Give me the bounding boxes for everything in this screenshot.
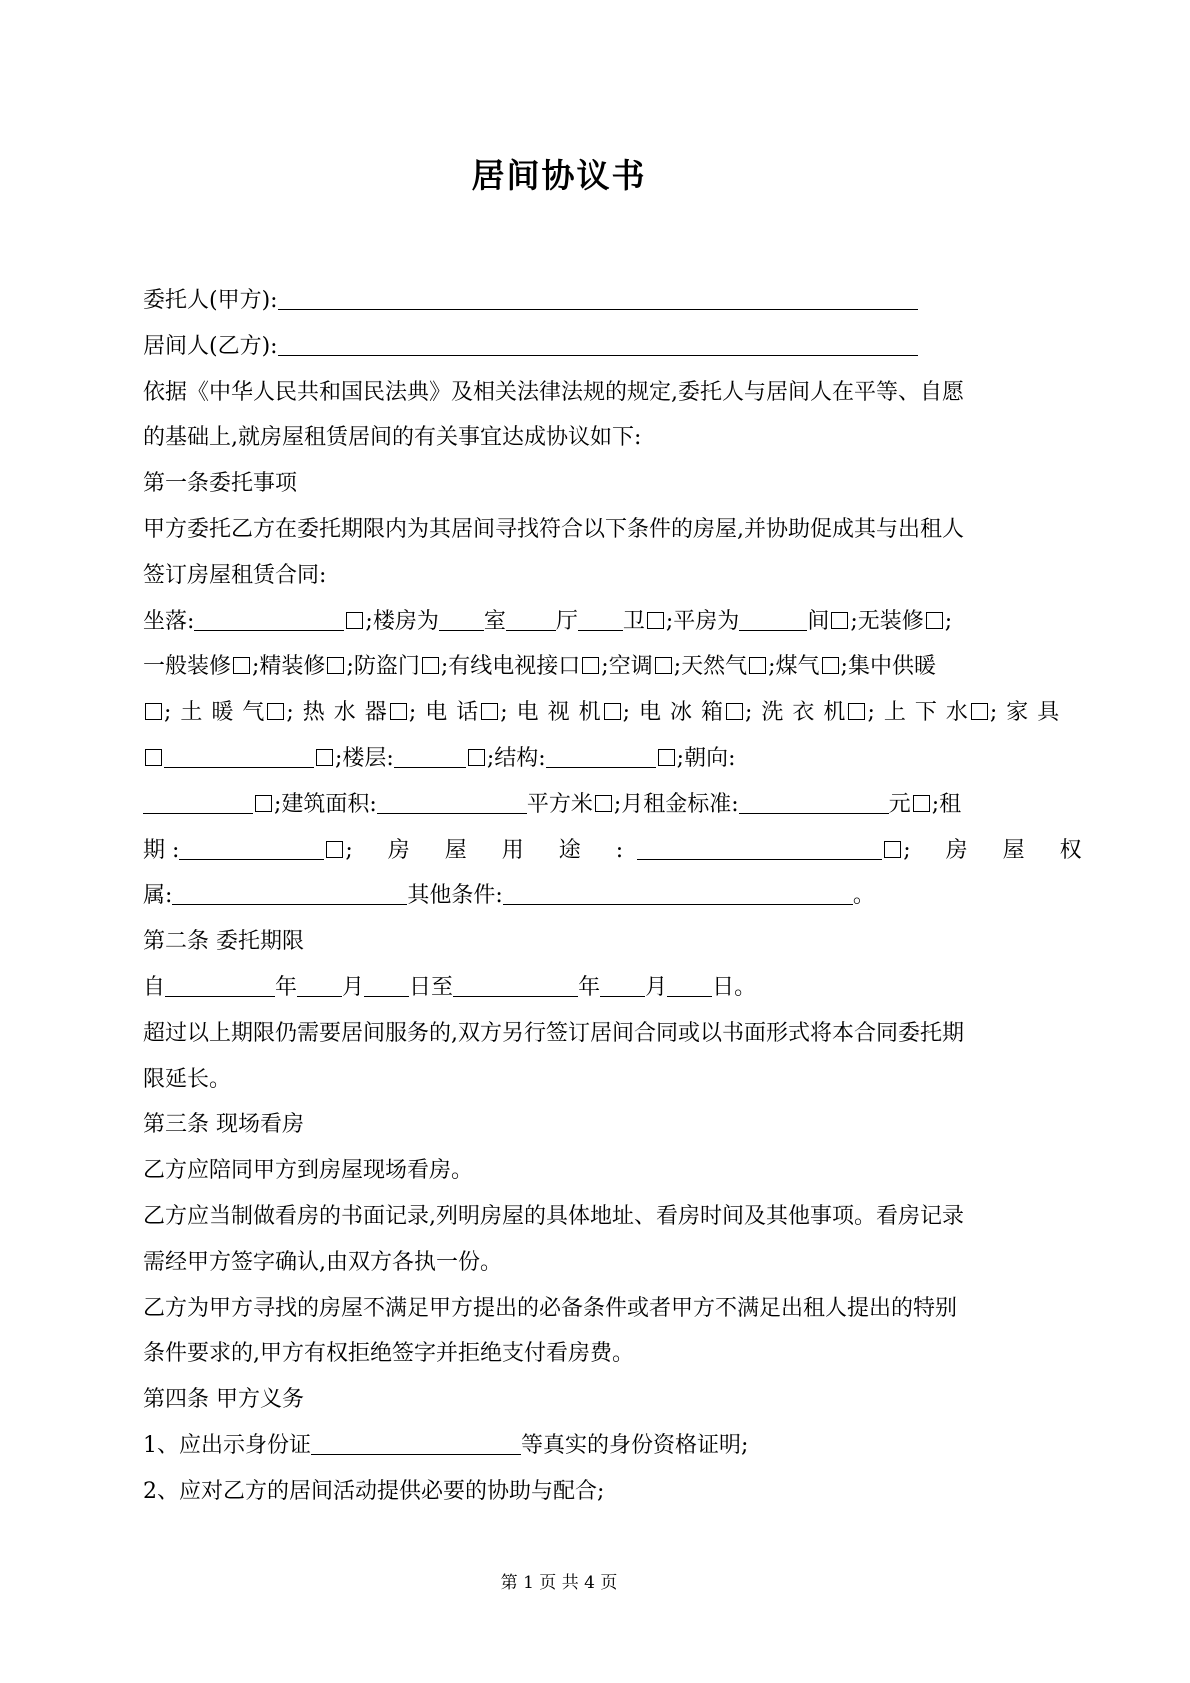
coal-gas-label: ;煤气 — [768, 654, 820, 680]
rent-label: ;月租金标准: — [613, 791, 739, 817]
floor-label: ;楼层: — [335, 745, 394, 771]
building-label: ;楼房为 — [365, 608, 439, 634]
checkbox[interactable] — [582, 657, 599, 674]
conditions-line-3 — [143, 690, 1061, 736]
ownership-label-start: ; 房 屋 权 — [903, 837, 1096, 863]
bath-blank[interactable] — [578, 606, 623, 631]
page-footer: 第 1 页 共 4 页 — [500, 1573, 618, 1593]
year-label: 年 — [275, 974, 298, 1000]
furniture-blank[interactable] — [164, 743, 314, 768]
checkbox[interactable] — [390, 703, 407, 720]
checkbox[interactable] — [926, 612, 943, 629]
article-3-para-2b: 需经甲方签字确认,由双方各执一份。 — [143, 1249, 502, 1275]
hall-blank[interactable] — [506, 606, 556, 631]
checkbox[interactable] — [655, 657, 672, 674]
rent-blank[interactable] — [739, 789, 889, 814]
article-2-dates — [143, 965, 1058, 1011]
natural-gas-label: ;天然气 — [673, 654, 748, 680]
conditions-line-1 — [143, 599, 1058, 645]
water-heater-label: ; 热 水 器 — [286, 700, 388, 726]
checkbox[interactable] — [822, 657, 839, 674]
article-1-para-1: 甲方委托乙方在委托期限内为其居间寻找符合以下条件的房屋,并协助促成其与出租人 — [143, 516, 964, 542]
hall-label: 厅 — [555, 608, 578, 634]
document-title: 居间协议书 — [471, 156, 647, 195]
party-b-line — [143, 324, 1058, 370]
phone-label: ; 电 话 — [408, 700, 480, 726]
start-month-blank[interactable] — [297, 972, 342, 997]
checkbox[interactable] — [604, 703, 621, 720]
period-mark: 。 — [852, 883, 875, 909]
article-3-para-1: 乙方应陪同甲方到房屋现场看房。 — [143, 1158, 474, 1184]
location-blank[interactable] — [194, 606, 344, 631]
checkbox[interactable] — [971, 703, 988, 720]
end-day-blank[interactable] — [667, 972, 712, 997]
intro-line-1: 依据《中华人民共和国民法典》及相关法律法规的规定,委托人与居间人在平等、自愿 — [143, 379, 964, 405]
bath-label: 卫 — [622, 608, 645, 634]
checkbox[interactable] — [658, 749, 675, 766]
year-label: 年 — [578, 974, 601, 1000]
sqm-label: 平方米 — [526, 791, 593, 817]
lease-label-end: 期 : — [143, 837, 180, 863]
checkbox[interactable] — [647, 612, 664, 629]
checkbox[interactable] — [913, 795, 930, 812]
structure-label: ;结构: — [486, 745, 546, 771]
article-1-para-2: 签订房屋租赁合同: — [143, 562, 327, 588]
no-deco-label: ;无装修 — [850, 608, 924, 634]
ac-label: ;空调 — [601, 654, 653, 680]
article-3-para-3a: 乙方为甲方寻找的房屋不满足甲方提出的必备条件或者甲方不满足出租人提出的特别 — [143, 1295, 958, 1321]
checkbox[interactable] — [422, 657, 439, 674]
cable-tv-label: ;有线电视接口 — [440, 654, 581, 680]
article-2-para-1: 超过以上期限仍需要居间服务的,双方另行签订居间合同或以书面形式将本合同委托期 — [143, 1020, 964, 1046]
checkbox[interactable] — [481, 703, 498, 720]
from-label: 自 — [143, 974, 166, 1000]
checkbox[interactable] — [327, 657, 344, 674]
conditions-line-5 — [143, 782, 1058, 828]
checkbox[interactable] — [346, 612, 363, 629]
id-card-label: 1、应出示身份证 — [143, 1432, 311, 1458]
party-b-label: 居间人(乙方): — [143, 333, 278, 359]
checkbox[interactable] — [831, 612, 848, 629]
checkbox[interactable] — [749, 657, 766, 674]
checkbox[interactable] — [145, 703, 162, 720]
article-4-item-2: 2、应对乙方的居间活动提供必要的协助与配合; — [143, 1478, 605, 1504]
day-to-label: 日至 — [409, 974, 454, 1000]
end-month-blank[interactable] — [600, 972, 645, 997]
start-year-blank[interactable] — [165, 972, 275, 997]
article-1-title: 第一条委托事项 — [143, 471, 298, 497]
checkbox[interactable] — [267, 703, 284, 720]
other-conditions-blank[interactable] — [503, 880, 853, 905]
usage-blank[interactable] — [637, 835, 882, 860]
room-label: 室 — [483, 608, 506, 634]
checkbox[interactable] — [316, 749, 333, 766]
month-label: 月 — [645, 974, 668, 1000]
end-year-blank[interactable] — [453, 972, 578, 997]
party-b-blank[interactable] — [278, 331, 918, 356]
article-2-title: 第二条 委托期限 — [143, 929, 304, 955]
lease-blank[interactable] — [179, 835, 324, 860]
day-label: 日。 — [712, 974, 757, 1000]
conditions-line-6 — [143, 828, 1096, 874]
fridge-label: ; 电 冰 箱 — [622, 700, 725, 726]
party-a-line — [143, 278, 1058, 324]
checkbox[interactable] — [145, 749, 162, 766]
article-2-para-2: 限延长。 — [143, 1066, 232, 1092]
id-proof-label: 等真实的身份资格证明; — [521, 1432, 749, 1458]
conditions-line-4 — [143, 736, 1058, 782]
ownership-blank[interactable] — [172, 880, 407, 905]
checkbox[interactable] — [233, 657, 250, 674]
washer-label: ; 洗 衣 机 — [745, 700, 847, 726]
month-label: 月 — [342, 974, 365, 1000]
floor-blank[interactable] — [394, 743, 466, 768]
article-3-para-2a: 乙方应当制做看房的书面记录,列明房屋的具体地址、看房时间及其他事项。看房记录 — [143, 1203, 964, 1229]
checkbox[interactable] — [326, 841, 343, 858]
room-blank[interactable] — [439, 606, 484, 631]
area-blank[interactable] — [377, 789, 527, 814]
furniture-label: ; 家 具 — [989, 700, 1061, 726]
conditions-line-7 — [143, 873, 1058, 919]
start-day-blank[interactable] — [364, 972, 409, 997]
lease-label-start: ;租 — [931, 791, 962, 817]
usage-label: ; 房 屋 用 途 : — [345, 837, 638, 863]
checkbox[interactable] — [848, 703, 865, 720]
yuan-label: 元 — [888, 791, 911, 817]
party-a-label: 委托人(甲方): — [143, 288, 278, 313]
checkbox[interactable] — [595, 795, 612, 812]
party-a-blank[interactable] — [278, 285, 918, 310]
security-door-label: ;防盗门 — [346, 654, 420, 680]
rooms-label: 间 — [807, 608, 830, 634]
intro-line-2: 的基础上,就房屋租赁居间的有关事宜达成协议如下: — [143, 425, 642, 451]
local-heat-label: ; 土 暖 气 — [164, 700, 266, 726]
separator: ; — [944, 608, 953, 634]
checkbox[interactable] — [726, 703, 743, 720]
checkbox[interactable] — [884, 841, 901, 858]
conditions-line-2 — [143, 644, 1058, 690]
structure-blank[interactable] — [546, 743, 656, 768]
bungalow-blank[interactable] — [739, 606, 807, 631]
central-heat-label: ;集中供暖 — [840, 654, 936, 680]
article-4-item-1 — [143, 1423, 1058, 1469]
orientation-label: ;朝向: — [676, 745, 736, 771]
general-deco-label: 一般装修 — [143, 654, 232, 680]
location-label: 坐落: — [143, 608, 195, 634]
contract-body — [143, 278, 1096, 1515]
area-label: ;建筑面积: — [274, 791, 377, 817]
checkbox[interactable] — [255, 795, 272, 812]
id-card-blank[interactable] — [311, 1430, 521, 1455]
fine-deco-label: ;精装修 — [252, 654, 326, 680]
ownership-label-end: 属: — [143, 883, 173, 909]
article-4-title: 第四条 甲方义务 — [143, 1387, 304, 1413]
bungalow-label: ;平房为 — [665, 608, 740, 634]
tv-label: ; 电 视 机 — [500, 700, 602, 726]
other-conditions-label: 其他条件: — [407, 883, 503, 909]
orientation-blank[interactable] — [143, 789, 253, 814]
water-label: ; 上 下 水 — [867, 700, 969, 726]
article-3-para-3b: 条件要求的,甲方有权拒绝签字并拒绝支付看房费。 — [143, 1341, 634, 1367]
article-3-title: 第三条 现场看房 — [143, 1112, 304, 1138]
checkbox[interactable] — [468, 749, 485, 766]
